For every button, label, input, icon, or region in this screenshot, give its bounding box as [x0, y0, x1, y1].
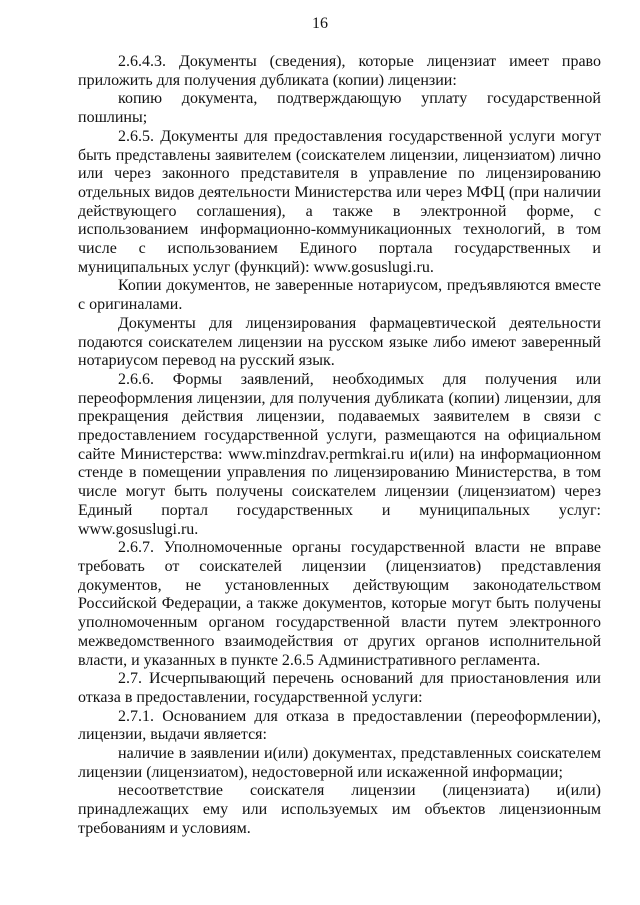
paragraph-false-info: наличие в заявлении и(или) документах, представленных соискателем лицензии (лицензиатом), недостоверной или искаженной информации; — [78, 745, 601, 781]
paragraph-noncompliance: несоответствие соискателя лицензии (лицензиата) и(или) принадлежащих ему или используемых им объектов лицензионным требованиям и условиям. — [78, 782, 601, 837]
page-number: 16 — [312, 15, 328, 32]
paragraph-2-6-6: 2.6.6. Формы заявлений, необходимых для получения или переоформления лицензии, для получения дубликата (копии) лицензии, для прекращения действия лицензии, подаваемых заявителем в связи с предоставлением государственной услуги, размещаются на официальном сайте Министерства: www.minzdrav.permkrai.ru и(или) на информационном стенде в помещении управления по лицензированию Министерства, в том числе могут быть получены соискателем лицензии (лицензиатом) через Единый портал государственных и муниципальных услуг: www.gosuslugi.ru. — [78, 370, 601, 538]
paragraph-2-7-1: 2.7.1. Основанием для отказа в предоставлении (переоформлении), лицензии, выдачи является: — [78, 707, 601, 744]
paragraph-2-6-7: 2.6.7. Уполномоченные органы государственной власти не вправе требовать от соискателей лицензии (лицензиатов) представления документов, не установленных действующим законодательством Российской Федерации, а также документов, которые могут быть получены уполномоченным органом государственной власти путем электронного межведомственного взаимодействия от других органов исполнительной власти, и указанных в пункте 2.6.5 Административного регламента. — [78, 539, 601, 669]
paragraph-2-6-5: 2.6.5. Документы для предоставления государственной услуги могут быть представлены заявителем (соискателем лицензии, лицензиатом) лично или через законного представителя в управление по лицензированию отдельных видов деятельности Министерства или через МФЦ (при наличии действующего соглашения), а также в электронной форме, с использованием информационно-коммуникационных технологий, в том числе с использованием Единого портала государственных и муниципальных услуг (функций): www.gosuslugi.ru. — [78, 127, 601, 276]
paragraph-2-7: 2.7. Исчерпывающий перечень оснований для приостановления или отказа в предоставлении, государственной услуги: — [78, 670, 601, 706]
document-body — [78, 53, 601, 839]
paragraph-copies-notary: Копии документов, не заверенные нотариусом, предъявляются вместе с оригиналами. — [78, 277, 601, 314]
paragraph-pharmacy-docs: Документы для лицензирования фармацевтической деятельности подаются соискателем лицензии на русском языке либо имеют заверенный нотариусом перевод на русский язык. — [78, 314, 601, 370]
paragraph-2-6-4-3: 2.6.4.3. Документы (сведения), которые лицензиат имеет право приложить для получения дубликата (копии) лицензии: — [78, 53, 601, 89]
paragraph-duty-copy: копию документа, подтверждающую уплату государственной пошлины; — [78, 90, 601, 127]
